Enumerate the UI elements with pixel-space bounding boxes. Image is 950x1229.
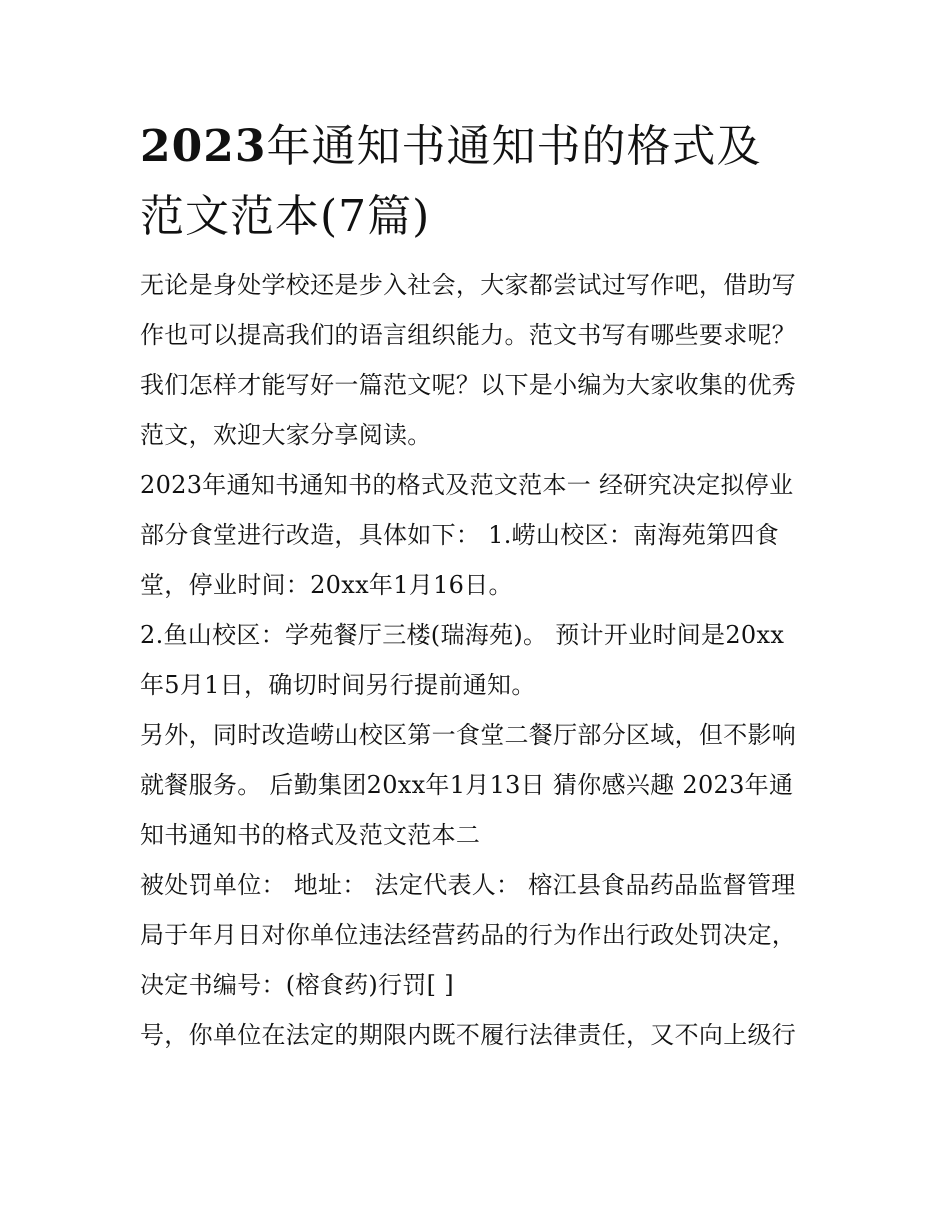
paragraph-intro — [140, 260, 815, 460]
text-line: 决定书编号：(榕食药)行罚[ ] — [140, 971, 454, 999]
paragraph-yushan-campus — [140, 610, 815, 710]
text-line: 另外，同时改造崂山校区第一食堂二餐厅部分区域，但不影响 — [140, 721, 797, 749]
document-page — [140, 112, 815, 1060]
text-line: 号，你单位在法定的期限内既不履行法律责任，又不向上级行 — [140, 1021, 797, 1049]
title-line-1 — [140, 112, 815, 182]
text-line: 2023年通知书通知书的格式及范文范本一 经研究决定拟停业 — [140, 471, 794, 499]
paragraph-sample-one — [140, 460, 815, 610]
document-title — [140, 112, 815, 252]
document-body — [140, 260, 815, 1060]
paragraph-penalty-continued — [140, 1010, 815, 1060]
paragraph-penalty-notice — [140, 860, 815, 1010]
text-line: 局于年月日对你单位违法经营药品的行为作出行政处罚决定， — [140, 921, 797, 949]
text-line: 就餐服务。 后勤集团20xx年1月13日 猜你感兴趣 2023年通 — [140, 771, 794, 799]
text-line: 知书通知书的格式及范文范本二 — [140, 821, 481, 849]
title-line-1-rest: 年通知书通知书的格式及 — [266, 121, 762, 172]
text-line: 范文，欢迎大家分享阅读。 — [140, 421, 432, 449]
text-line: 无论是身处学校还是步入社会，大家都尝试过写作吧，借助写 — [140, 271, 797, 299]
text-line: 作也可以提高我们的语言组织能力。范文书写有哪些要求呢？ — [140, 321, 797, 349]
text-line: 我们怎样才能写好一篇范文呢？以下是小编为大家收集的优秀 — [140, 371, 797, 399]
title-year: 2023 — [140, 121, 267, 172]
text-line: 堂，停业时间：20xx年1月16日。 — [140, 571, 513, 599]
text-line: 年5月1日，确切时间另行提前通知。 — [140, 671, 536, 699]
text-line: 部分食堂进行改造，具体如下： 1.崂山校区：南海苑第四食 — [140, 521, 779, 549]
paragraph-additional-renovation — [140, 710, 815, 860]
title-line-2: 范文范本(7篇) — [140, 191, 431, 242]
text-line: 2.鱼山校区：学苑餐厅三楼(瑞海苑)。 预计开业时间是20xx — [140, 621, 785, 649]
text-line: 被处罚单位： 地址： 法定代表人： 榕江县食品药品监督管理 — [140, 871, 796, 899]
